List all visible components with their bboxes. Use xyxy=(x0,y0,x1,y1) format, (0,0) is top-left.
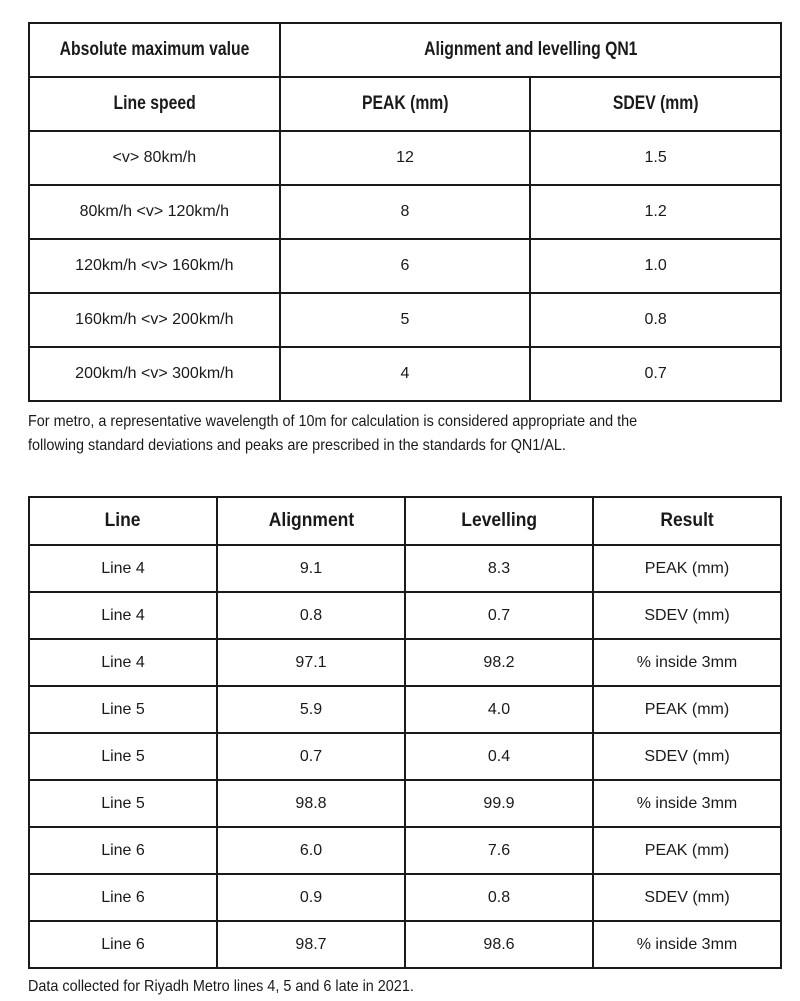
cell-result: PEAK (mm) xyxy=(593,827,781,874)
table-row xyxy=(29,827,781,874)
cell-alignment: 0.9 xyxy=(217,874,405,921)
cell-line: Line 5 xyxy=(29,686,217,733)
cell-line-speed: 120km/h <v> 160km/h xyxy=(29,239,280,293)
header-sdev: SDEV (mm) xyxy=(543,77,769,131)
cell-line: Line 6 xyxy=(29,827,217,874)
cell-result: % inside 3mm xyxy=(593,780,781,827)
cell-alignment: 98.8 xyxy=(217,780,405,827)
cell-line: Line 4 xyxy=(29,545,217,592)
cell-line: Line 4 xyxy=(29,639,217,686)
cell-alignment: 98.7 xyxy=(217,921,405,968)
cell-peak: 5 xyxy=(280,293,531,347)
cell-peak: 6 xyxy=(280,239,531,293)
cell-levelling: 0.8 xyxy=(405,874,593,921)
table-row xyxy=(29,592,781,639)
header-levelling: Levelling xyxy=(405,497,593,545)
cell-levelling: 7.6 xyxy=(405,827,593,874)
cell-result: SDEV (mm) xyxy=(593,733,781,780)
riyadh-metro-results-table xyxy=(28,496,782,969)
header-result: Result xyxy=(593,497,781,545)
cell-result: PEAK (mm) xyxy=(593,686,781,733)
table-row xyxy=(29,545,781,592)
header-peak: PEAK (mm) xyxy=(292,77,518,131)
table-row xyxy=(29,347,781,401)
cell-sdev: 1.2 xyxy=(530,185,781,239)
cell-alignment: 0.8 xyxy=(217,592,405,639)
table-header-row xyxy=(29,23,781,77)
header-line-speed: Line speed xyxy=(42,77,268,131)
cell-levelling: 8.3 xyxy=(405,545,593,592)
table-row xyxy=(29,874,781,921)
cell-alignment: 5.9 xyxy=(217,686,405,733)
table-row xyxy=(29,733,781,780)
cell-line: Line 4 xyxy=(29,592,217,639)
table-row xyxy=(29,185,781,239)
cell-alignment: 9.1 xyxy=(217,545,405,592)
cell-result: PEAK (mm) xyxy=(593,545,781,592)
cell-alignment: 6.0 xyxy=(217,827,405,874)
table-row xyxy=(29,780,781,827)
table-row xyxy=(29,131,781,185)
table-row xyxy=(29,293,781,347)
cell-result: SDEV (mm) xyxy=(593,874,781,921)
cell-line-speed: 160km/h <v> 200km/h xyxy=(29,293,280,347)
header-absolute-max: Absolute maximum value xyxy=(42,23,268,77)
cell-line: Line 6 xyxy=(29,921,217,968)
cell-result: % inside 3mm xyxy=(593,639,781,686)
cell-result: SDEV (mm) xyxy=(593,592,781,639)
table-row xyxy=(29,639,781,686)
header-alignment-levelling: Alignment and levelling QN1 xyxy=(305,23,756,77)
cell-peak: 4 xyxy=(280,347,531,401)
cell-alignment: 97.1 xyxy=(217,639,405,686)
cell-sdev: 1.0 xyxy=(530,239,781,293)
table-row xyxy=(29,686,781,733)
cell-levelling: 98.2 xyxy=(405,639,593,686)
cell-sdev: 0.8 xyxy=(530,293,781,347)
cell-alignment: 0.7 xyxy=(217,733,405,780)
cell-line: Line 6 xyxy=(29,874,217,921)
note-line-2: following standard deviations and peaks are prescribed in the standards for QN1/AL. xyxy=(28,437,566,454)
data-source-note: Data collected for Riyadh Metro lines 4, 5 and 6 late in 2021. xyxy=(28,978,414,995)
cell-levelling: 98.6 xyxy=(405,921,593,968)
cell-sdev: 0.7 xyxy=(530,347,781,401)
header-alignment: Alignment xyxy=(217,497,405,545)
cell-levelling: 0.4 xyxy=(405,733,593,780)
cell-peak: 8 xyxy=(280,185,531,239)
speed-limits-table xyxy=(28,22,782,402)
cell-levelling: 4.0 xyxy=(405,686,593,733)
table-row xyxy=(29,239,781,293)
note-line-1: For metro, a representative wavelength of 10m for calculation is considered appropriate and the xyxy=(28,413,638,430)
cell-line-speed: 80km/h <v> 120km/h xyxy=(29,185,280,239)
cell-line-speed: <v> 80km/h xyxy=(29,131,280,185)
cell-levelling: 0.7 xyxy=(405,592,593,639)
cell-line: Line 5 xyxy=(29,780,217,827)
cell-sdev: 1.5 xyxy=(530,131,781,185)
header-line: Line xyxy=(29,497,217,545)
metro-note-paragraph xyxy=(28,410,788,458)
table-subheader-row xyxy=(29,77,781,131)
cell-peak: 12 xyxy=(280,131,531,185)
table-header-row xyxy=(29,497,781,545)
table-row xyxy=(29,921,781,968)
cell-result: % inside 3mm xyxy=(593,921,781,968)
cell-line-speed: 200km/h <v> 300km/h xyxy=(29,347,280,401)
cell-levelling: 99.9 xyxy=(405,780,593,827)
cell-line: Line 5 xyxy=(29,733,217,780)
